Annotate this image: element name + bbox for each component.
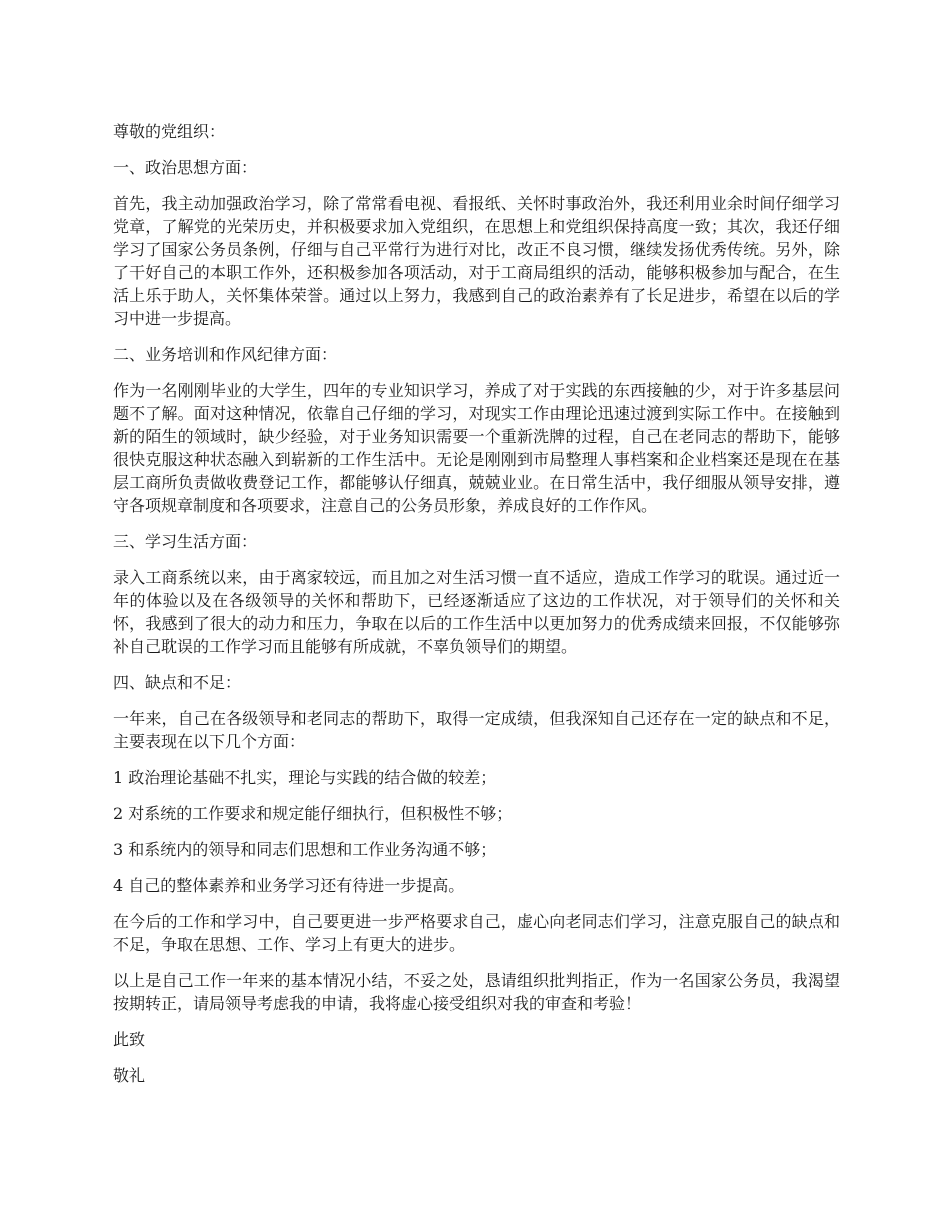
sign-off: 此致: [113, 1030, 146, 1049]
salutation: 尊敬的党组织：: [113, 122, 226, 141]
section-heading-study-life: 三、学习生活方面：: [113, 532, 258, 551]
list-item: 2 对系统的工作要求和规定能仔细执行，但积极性不够；: [113, 804, 513, 823]
closing-paragraph: 在今后的工作和学习中，自己要更进一步严格要求自己，虚心向老同志们学习，注意克服自己的缺点和不足，争取在思想、工作、学习上有更大的进步。: [113, 912, 840, 954]
section-heading-political: 一、政治思想方面：: [113, 158, 258, 177]
document-body: [113, 120, 840, 1100]
sign-off: 敬礼: [113, 1066, 146, 1085]
section-heading-shortcomings: 四、缺点和不足：: [113, 673, 242, 692]
section-body-study-life: 录入工商系统以来，由于离家较远，而且加之对生活习惯一直不适应，造成工作学习的耽误。通过近一年的体验以及在各级领导的关怀和帮助下，已经逐渐适应了这边的工作状况，对于领导们的关怀和关怀，我感到了很大的动力和压力，争取在以后的工作生活中以更加努力的优秀成绩来回报，不仅能够弥补自己耽误的工作学习而且能够有所成就，不辜负领导们的期望。: [113, 568, 840, 656]
section-heading-training: 二、业务培训和作风纪律方面：: [113, 345, 338, 364]
list-item: 4 自己的整体素养和业务学习还有待进一步提高。: [113, 876, 465, 895]
section-intro-shortcomings: 一年来，自己在各级领导和老同志的帮助下，取得一定成绩，但我深知自己还存在一定的缺点和不足，主要表现在以下几个方面：: [113, 709, 840, 751]
closing-paragraph: 以上是自己工作一年来的基本情况小结，不妥之处，恳请组织批判指正，作为一名国家公务员，我渴望按期转正，请局领导考虑我的申请，我将虚心接受组织对我的审查和考验！: [113, 971, 840, 1013]
section-body-political: 首先，我主动加强政治学习，除了常常看电视、看报纸、关怀时事政治外，我还利用业余时间仔细学习党章，了解党的光荣历史，并积极要求加入党组织，在思想上和党组织保持高度一致；其次，我还仔细学习了国家公务员条例，仔细与自己平常行为进行对比，改正不良习惯，继续发扬优秀传统。另外，除了干好自己的本职工作外，还积极参加各项活动，对于工商局组织的活动，能够积极参加与配合，在生活上乐于助人，关怀集体荣誉。通过以上努力，我感到自己的政治素养有了长足进步，希望在以后的学习中进一步提高。: [113, 194, 840, 328]
list-item: 1 政治理论基础不扎实，理论与实践的结合做的较差；: [113, 768, 497, 787]
list-item: 3 和系统内的领导和同志们思想和工作业务沟通不够；: [113, 840, 497, 859]
section-body-training: 作为一名刚刚毕业的大学生，四年的专业知识学习，养成了对于实践的东西接触的少，对于许多基层问题不了解。面对这种情况，依靠自己仔细的学习，对现实工作由理论迅速过渡到实际工作中。在接触到新的陌生的领域时，缺少经验，对于业务知识需要一个重新洗牌的过程，自己在老同志的帮助下，能够很快克服这种状态融入到崭新的工作生活中。无论是刚刚到市局整理人事档案和企业档案还是现在在基层工商所负责做收费登记工作，都能够认仔细真，兢兢业业。在日常生活中，我仔细服从领导安排，遵守各项规章制度和各项要求，注意自己的公务员形象，养成良好的工作作风。: [113, 381, 840, 515]
